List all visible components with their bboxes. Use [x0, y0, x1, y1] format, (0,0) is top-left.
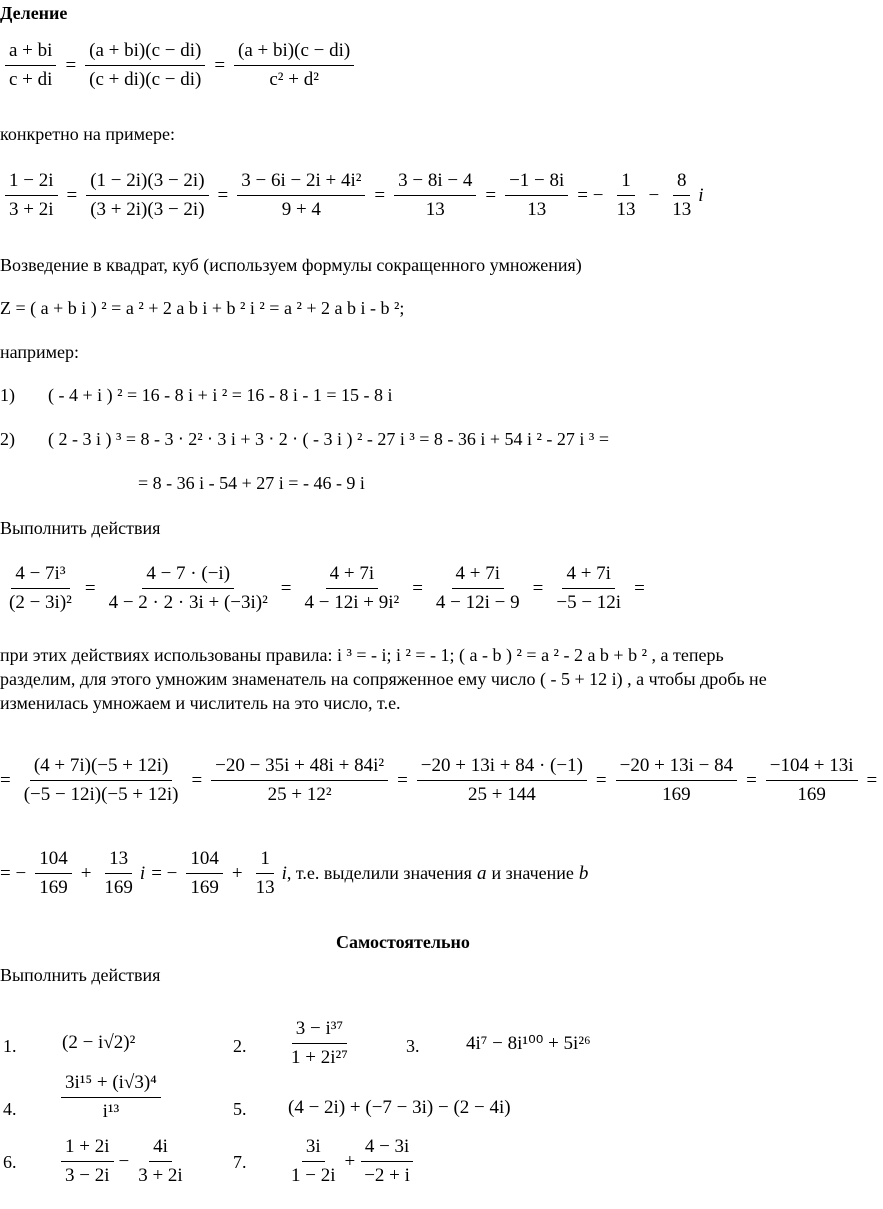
task-fraction-5: $\frac{4 + 7i}{-5 - 12i}$	[556, 563, 622, 613]
division-fraction-2: $\frac{(a + bi)(c - di)}{(c + di)(c - di)}$	[85, 40, 205, 91]
problem-6: $\frac{1 + 2i}{3 - 2i}$ − $\frac{4i}{3 + 2i}$	[58, 1136, 190, 1187]
task-fraction-4: $\frac{4 + 7i}{4 - 12i - 9}$	[435, 563, 520, 613]
powers-example-1-number: 1)	[0, 385, 15, 405]
problem-5-number: 5.	[233, 1099, 247, 1119]
problem-3-number: 3.	[406, 1036, 420, 1056]
division-formula: $\frac{a + bi}{c + di}$ = $\frac{(a + bi)(c - di)}{(c + di)(c - di)}$ = $\frac{(a + bi)(c - di)}{\text{c² + d²}}$	[2, 40, 357, 91]
powers-example-label: например:	[0, 342, 80, 362]
example-formula: $\frac{1 - 2i}{3 + 2i}$ = $\frac{(1 - 2i)(3 - 2i)}{(3 + 2i)(3 - 2i)}$ = $\frac{\text{3 − 6i − 2i + 4i²}}{9 + 4}$ = $\frac{3 - 8i - 4}{13}$ = $\frac{-1 - 8i}{13}$ = − $\frac{1}{13}$ − $\frac{8}{13}$ i	[2, 170, 703, 221]
calc-fraction-2: $\frac{\text{−20 − 35i + 48i + 84i²}}{\text{25 + 12²}}$	[211, 755, 388, 806]
task-explanation-line-1: при этих действиях использованы правила: i ³ = - i; i ² = - 1; ( a - b ) ² = a ² - 2 a b + b ² , а теперь	[0, 645, 724, 665]
calc-fraction-3: $\frac{-20 + 13i + 84 \cdot (-1)}{25 + 144}$	[417, 755, 587, 806]
powers-example-2-continued: = 8 - 36 i - 54 + 27 i = - 46 - 9 i	[138, 473, 365, 493]
problem-3: 4i⁷ − 8i¹⁰⁰ + 5i²⁶	[466, 1033, 591, 1054]
example-fraction-2: $\frac{(1 - 2i)(3 - 2i)}{(3 + 2i)(3 - 2i)}$	[86, 170, 208, 221]
self-subheading: Выполнить действия	[0, 965, 161, 985]
example-intro: конкретно на примере:	[0, 124, 175, 144]
problem-7-number: 7.	[233, 1152, 247, 1172]
problem-2-number: 2.	[233, 1036, 247, 1056]
task-explanation-line-2: разделим, для этого умножим знаменатель на сопряженное ему число ( - 5 + 12 i) , а чтобы дробь не	[0, 669, 767, 689]
result-fraction-2: $\frac{13}{169}$	[104, 848, 133, 898]
result-conclusion-a: , т.е. выделили значения	[286, 863, 472, 883]
division-fraction-3: $\frac{(a + bi)(c - di)}{\text{c² + d²}}$	[234, 40, 354, 91]
example-fraction-3: $\frac{\text{3 − 6i − 2i + 4i²}}{9 + 4}$	[237, 170, 365, 221]
example-fraction-7: $\frac{8}{13}$	[672, 170, 692, 220]
problem-4-number: 4.	[3, 1099, 17, 1119]
task-fraction-3: $\frac{4 + 7i}{\text{4 − 12i + 9i²}}$	[304, 563, 400, 613]
result-fraction-4: $\frac{1}{13}$	[255, 848, 275, 898]
result-var-b: b	[578, 862, 589, 884]
example-fraction-6: $\frac{1}{13}$	[616, 170, 636, 220]
result-conclusion-b: и значение	[491, 863, 574, 883]
calc-fraction-4: $\frac{-20 + 13i - 84}{169}$	[616, 755, 737, 806]
powers-example-1: ( - 4 + i ) ² = 16 - 8 i + i ² = 16 - 8 i - 1 = 15 - 8 i	[48, 385, 393, 405]
powers-formula: Z = ( a + b i ) ² = a ² + 2 a b i + b ² i ² = a ² + 2 a b i - b ²;	[0, 298, 405, 318]
powers-heading: Возведение в квадрат, куб (используем формулы сокращенного умножения)	[0, 255, 582, 275]
problem-5: (4 − 2i) + (−7 − 3i) − (2 − 4i)	[288, 1097, 511, 1118]
division-heading: Деление	[0, 3, 68, 23]
problem-6-number: 6.	[3, 1152, 17, 1172]
example-fraction-5: $\frac{-1 - 8i}{13}$	[505, 170, 568, 221]
powers-example-2: ( 2 - 3 i ) ³ = 8 - 3 ⋅ 2² ⋅ 3 i + 3 ⋅ 2 ⋅ ( - 3 i ) ² - 27 i ³ = 8 - 36 i + 54 i ² - 27 i ³ =	[48, 429, 609, 449]
example-fraction-1: $\frac{1 - 2i}{3 + 2i}$	[5, 170, 58, 221]
task-heading: Выполнить действия	[0, 518, 161, 538]
powers-example-2-number: 2)	[0, 429, 15, 449]
result-fraction-3: $\frac{104}{169}$	[186, 848, 223, 899]
calc-fraction-1: $\frac{(4 + 7i)(-5 + 12i)}{(-5 - 12i)(-5 + 12i)}$	[23, 755, 179, 805]
calc-formula: = $\frac{(4 + 7i)(-5 + 12i)}{(-5 - 12i)(-5 + 12i)}$ = $\frac{\text{−20 − 35i + 48i + 84i²}}{\text{25 + 12²}}$ = $\frac{-20 + 13i + 84 \cdot (-1)}{25 + 144}$ = $\frac{-20 + 13i - 84}{169}$ = $\frac{-104 + 13i}{169}$ =	[0, 755, 878, 805]
self-heading: Самостоятельно	[336, 932, 470, 952]
problem-1-number: 1.	[3, 1036, 17, 1056]
result-fraction-1: $\frac{104}{169}$	[35, 848, 72, 899]
result-var-a: a	[476, 862, 487, 884]
task-formula: $\frac{\text{4 − 7i³}}{\text{(2 − 3i)²}}$ = $\frac{4 - 7 \cdot (-i)}{\text{4 − 2 · 2 · 3i + (−3i)²}}$ = $\frac{4 + 7i}{\text{4 − 12i + 9i²}}$ = $\frac{4 + 7i}{4 - 12i - 9}$ = $\frac{4 + 7i}{-5 - 12i}$ =	[2, 563, 651, 614]
division-fraction-1: $\frac{a + bi}{c + di}$	[5, 40, 56, 91]
task-fraction-1: $\frac{\text{4 − 7i³}}{\text{(2 − 3i)²}}$	[9, 563, 72, 613]
problem-2: $\frac{\text{3 − i³⁷}}{\text{1 + 2i²⁷}}$	[291, 1018, 348, 1068]
problem-7: $\frac{3i}{1 - 2i}$ + $\frac{4 - 3i}{-2 + i}$	[284, 1136, 417, 1187]
result-formula: = − $\frac{104}{169}$ + $\frac{13}{169}$ i = − $\frac{104}{169}$ + $\frac{1}{13}$ i , т.е. выделили значения a и значение b	[0, 848, 589, 898]
problem-1: (2 − i√2)²	[62, 1032, 136, 1053]
problem-4: $\frac{\text{3i¹⁵ + (i√3)⁴}}{\text{i¹³}}$	[58, 1072, 164, 1123]
task-explanation-line-3: изменилась умножаем и числитель на это число, т.е.	[0, 693, 401, 713]
calc-fraction-5: $\frac{-104 + 13i}{169}$	[766, 755, 858, 806]
example-fraction-4: $\frac{3 - 8i - 4}{13}$	[394, 170, 476, 221]
task-fraction-2: $\frac{4 - 7 \cdot (-i)}{\text{4 − 2 · 2 · 3i + (−3i)²}}$	[108, 563, 268, 613]
